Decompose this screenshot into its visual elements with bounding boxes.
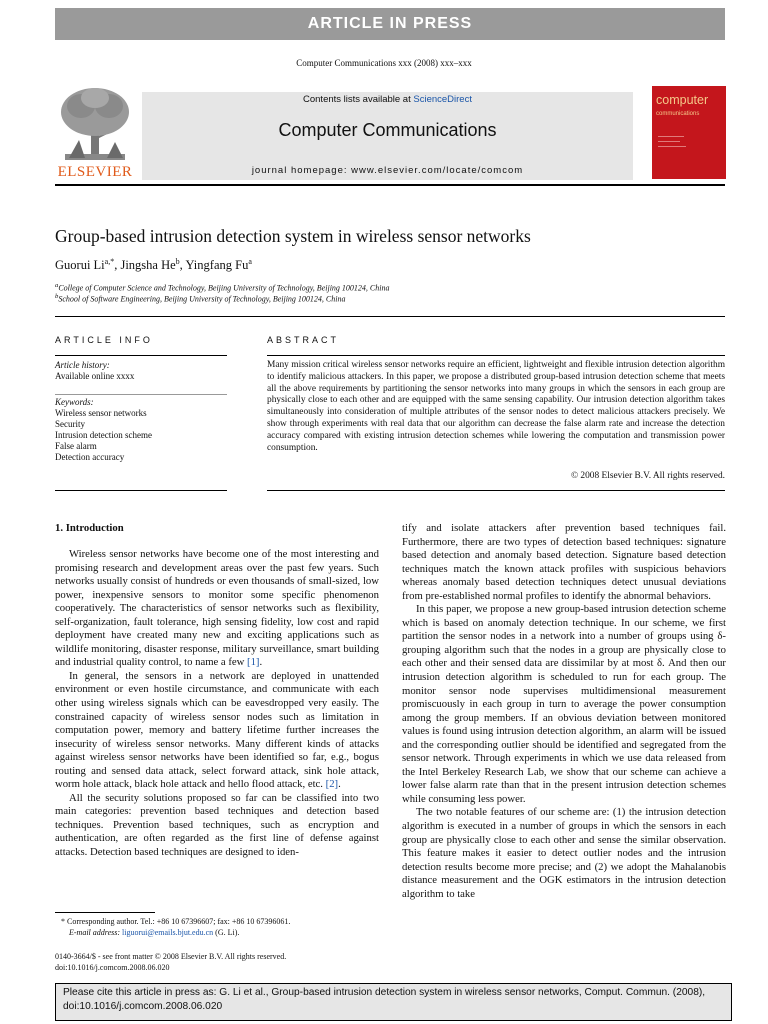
affiliation-text: College of Computer Science and Technology, Beijing University of Technology, Beijing 100124, China <box>58 283 390 293</box>
contents-prefix: Contents lists available at <box>303 94 414 105</box>
body-paragraph <box>55 548 379 670</box>
journal-title: Computer Communications <box>278 120 497 140</box>
doi-line: doi:10.1016/j.comcom.2008.06.020 <box>55 963 170 972</box>
body-paragraph: In this paper, we propose a new group-based intrusion detection scheme which is based on anomaly detection technique. In our scheme, we first partition the sensor nodes in a network into a number of groups using δ-grouping algorithm such that the nodes in a group are physically close to each other and their sensed data are dissimilar by at most δ. And then our intrusion detection algorithm is scheduled to run for each group. The monitor sensor node supervises multidimensional measurement promiscuously in each group in turn to average the power consumption among the group members. If an obvious deviation between monitored values is found using intrusion detection algorithm, an alarm will be issued and the corresponding outlier should be identified and segregated from the sensor network. Through experiments in which we use data released from the Intel Berkeley Research Lab, we show that our scheme can achieve a lower false alarm rate than that in the present intrusion detection schemes while consuming less power. <box>402 603 726 805</box>
cover-decoration <box>658 146 686 147</box>
section-rule <box>55 355 227 356</box>
body-paragraph: All the security solutions proposed so far can be classified into two main categories: prevention based techniques and detection based techniques. Prevention based techniques, such as encryption and authentication, are often regarded as the first line of defense against attacks. Detection based techniques are designed to iden- <box>55 791 379 859</box>
elsevier-wordmark: ELSEVIER <box>57 164 133 180</box>
citation-link[interactable]: [2] <box>325 778 339 791</box>
citation-link[interactable]: [1] <box>247 656 260 669</box>
section-rule <box>55 490 227 491</box>
cover-decoration <box>658 136 684 137</box>
author-name: Guorui Li <box>55 258 105 273</box>
keyword: Wireless sensor networks <box>55 408 147 418</box>
abstract-text: Many mission critical wireless sensor networks require an efficient, lightweight and flexible intrusion detection algorithm to identify malicious attackers. In this paper, we propose a distributed group-based intrusion detection scheme that meets all the above requirements by partitioning the sensor networks into many groups in which the sensors in each group are physically close to each other and are equipped with the same sensing capability. Our intrusion detection algorithm takes simultaneously into consideration of multiple attributes of the sensor nodes to detect malicious attackers precisely. We show through experiments with real data that our algorithm can decrease the false alarm rate and increase the detection accuracy compared with existing intrusion detection schemes while lowering the computation and transmission power consumption. <box>267 360 725 453</box>
affiliation-text: School of Software Engineering, Beijing University of Technology, Beijing 100124, China <box>58 294 346 304</box>
cover-subtitle: communications <box>656 111 700 117</box>
footnote-divider <box>55 912 155 913</box>
citation-notice: Please cite this article in press as: G. Li et al., Group-based intrusion detection system in wireless sensor networks, Comput. Commun. (2008), doi:10.1016/j.comcom.2008.06.020 <box>55 983 732 1021</box>
keyword: Detection accuracy <box>55 452 125 462</box>
keyword: Intrusion detection scheme <box>55 430 152 440</box>
paper-title: Group-based intrusion detection system in wireless sensor networks <box>55 226 531 246</box>
author-affiliation-mark: a,* <box>104 257 115 266</box>
keyword: False alarm <box>55 441 97 451</box>
email-label: E-mail address: <box>69 928 123 937</box>
author-affiliation-mark: b <box>175 257 180 266</box>
body-text: . <box>259 656 263 669</box>
author-name: Yingfang Fu <box>185 258 249 273</box>
body-text: In general, the sensors in a network are deployed in unattended environment or even hostile circumstance, and communicate with each other using wireless signals which can be eavesdropped very easily. The constrained capacity of wireless sensor nodes such as limitation in computation power, memory and battery lifetime further increases the insecurity of wireless sensor networks. Many different kinds of attacks against wireless sensor networks have been identified so far, e.g., bogus routing and sensed data attack, select forward attack, sink hole attack, worm hole attack, black hole attack and hello flood attack, etc. <box>55 669 379 791</box>
corresponding-author-note: * Corresponding author. Tel.: +86 10 67396607; fax: +86 10 67396061. <box>61 917 291 926</box>
author-affiliation-mark: a <box>248 257 252 266</box>
article-history-label: Article history: <box>55 360 110 370</box>
keyword: Security <box>55 419 85 429</box>
body-text: Wireless sensor networks have become one of the most interesting and promising research and development areas over the past few years. Such networks usually consist of hundreds or even thousands of small-sized, low power, inexpensive sensors to monitor some specific phenomenon cooperatively. The characteristics of sensor networks such as flexibility, self-organization, fault tolerance, high sensing fidelity, low cost and rapid deployment have created many new and exciting applications such as wildlife monitoring, disaster response, military surveillance, smart building and industrial quality control, to name a few <box>55 548 379 669</box>
journal-reference: Computer Communications xxx (2008) xxx–xxx <box>296 58 472 68</box>
section-rule <box>55 394 227 395</box>
section-rule <box>267 490 725 491</box>
journal-homepage-link[interactable]: journal homepage: www.elsevier.com/locate/comcom <box>251 165 524 176</box>
body-left-column <box>55 548 379 860</box>
cover-decoration <box>658 141 680 142</box>
affiliation-mark: b <box>55 293 59 300</box>
abstract-copyright: © 2008 Elsevier B.V. All rights reserved. <box>570 471 725 481</box>
author-email-link[interactable]: liguorui@emails.bjut.edu.cn <box>122 928 214 937</box>
body-paragraph <box>55 670 379 792</box>
affiliation <box>55 293 345 304</box>
article-history-value: Available online xxxx <box>55 371 135 381</box>
cover-title: computer <box>656 93 709 107</box>
issn-line: 0140-3664/$ - see front matter © 2008 Elsevier B.V. All rights reserved. <box>55 952 287 961</box>
body-text: . <box>338 778 341 791</box>
elsevier-tree-icon <box>55 84 135 162</box>
body-paragraph: tify and isolate attackers after prevention based techniques fail. Furthermore, there are two types of detection based techniques: signature based detection and anomaly based detection. Signature based detection techniques match the known attack profiles with suspicious behaviors whereas anomaly based detection techniques detect unusual deviations from pre-established normal profiles to identify the abnormal behaviors. <box>402 522 726 602</box>
body-paragraph: The two notable features of our scheme are: (1) the intrusion detection algorithm is executed in a number of groups in which the sensors in each group are physically close to each other and sense the similar observation. This feature makes it easier to detect outlier nodes and the intrusion detection results become more precise; and (2) we adopt the Mahalanobis distance measurement and the OGK estimators in the intrusion detection algorithm to take <box>402 806 726 900</box>
author-name: Jingsha He <box>120 258 176 273</box>
title-divider <box>55 316 725 317</box>
section-rule <box>267 355 725 356</box>
abstract-heading: ABSTRACT <box>267 335 340 345</box>
section-heading: 1. Introduction <box>55 522 124 534</box>
keywords-label: Keywords: <box>55 397 94 407</box>
affiliation <box>55 282 389 293</box>
journal-masthead <box>142 92 633 180</box>
elsevier-logo <box>55 84 135 182</box>
header-divider <box>55 184 725 186</box>
body-right-column <box>402 522 726 901</box>
contents-line <box>142 94 633 105</box>
email-note <box>55 928 239 938</box>
author-list: Guorui $Li^{a,*}$, Jingsha He$^b$, Yingfang Fu$^a$ <box>55 257 252 273</box>
journal-cover-thumbnail <box>652 86 726 179</box>
affiliation-mark: a <box>55 282 59 289</box>
email-suffix: (G. Li). <box>213 928 240 937</box>
article-in-press-banner: ARTICLE IN PRESS <box>55 8 725 40</box>
article-info-heading: ARTICLE INFO <box>55 335 153 345</box>
sciencedirect-link[interactable]: ScienceDirect <box>413 94 472 105</box>
